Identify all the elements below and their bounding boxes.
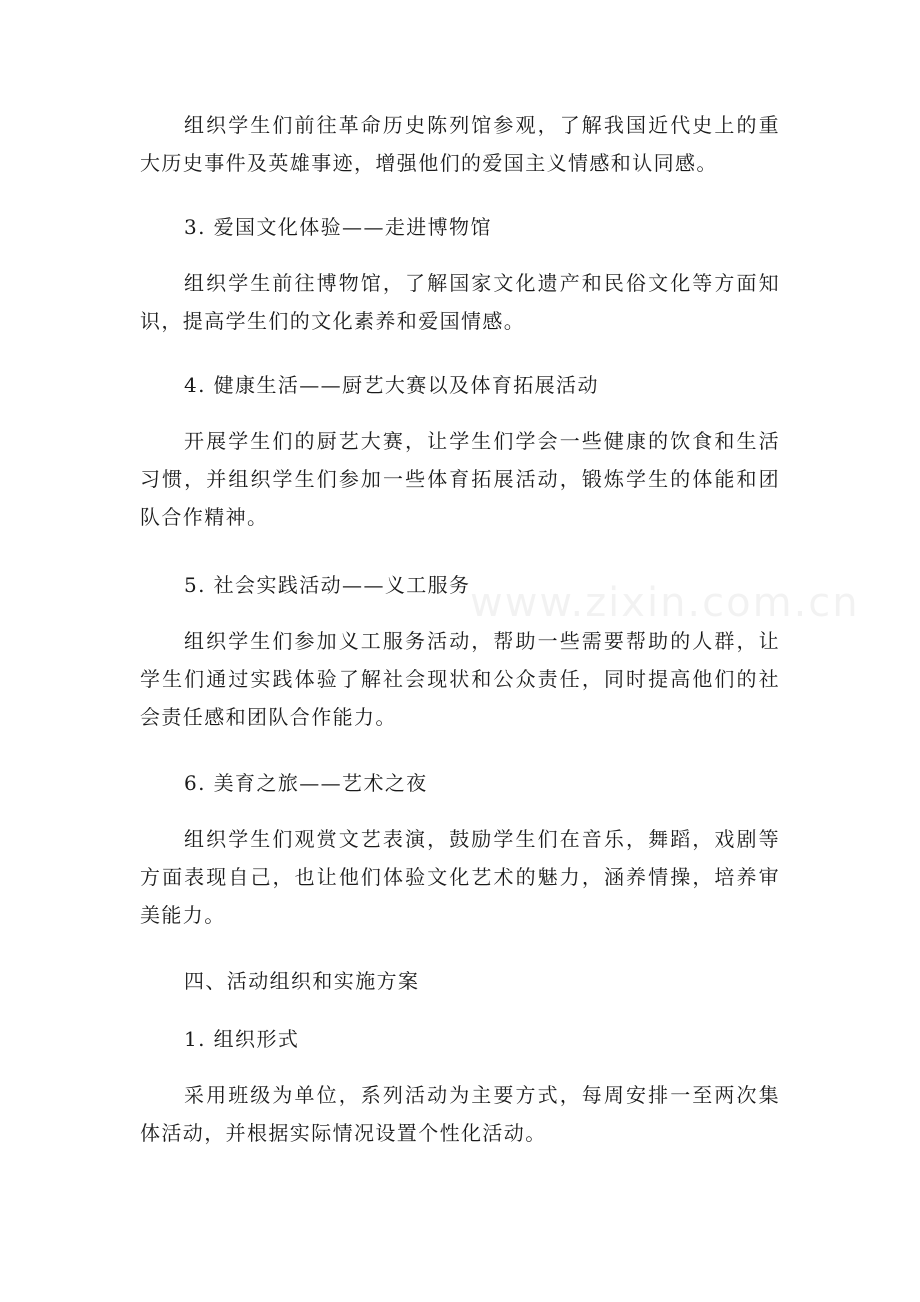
paragraph-museum-visit: 组织学生前往博物馆，了解国家文化遗产和民俗文化等方面知识，提高学生们的文化素养和爱国情感。: [140, 271, 780, 333]
paragraph-revolution-museum: 组织学生们前往革命历史陈列馆参观，了解我国近代史上的重大历史事件及英雄事迹，增强他们的爱国主义情感和认同感。: [140, 113, 780, 175]
heading-social-practice: 5. 社会实践活动——义工服务: [184, 573, 471, 597]
heading-section-four: 四、活动组织和实施方案: [184, 969, 420, 993]
heading-art-night: 6. 美育之旅——艺术之夜: [184, 771, 428, 795]
heading-organization-form: 1. 组织形式: [184, 1027, 300, 1051]
paragraph-class-activities: 采用班级为单位，系列活动为主要方式，每周安排一至两次集体活动，并根据实际情况设置个性化活动。: [140, 1083, 780, 1145]
paragraph-cooking-contest: 开展学生们的厨艺大赛，让学生们学会一些健康的饮食和生活习惯，并组织学生们参加一些体育拓展活动，锻炼学生的体能和团队合作精神。: [140, 429, 780, 529]
paragraph-volunteer-service: 组织学生们参加义工服务活动，帮助一些需要帮助的人群，让学生们通过实践体验了解社会现状和公众责任，同时提高他们的社会责任感和团队合作能力。: [140, 629, 780, 729]
heading-healthy-life: 4. 健康生活——厨艺大赛以及体育拓展活动: [184, 373, 599, 397]
watermark: www.zixin.com.cn: [470, 580, 860, 626]
heading-patriotic-culture: 3. 爱国文化体验——走进博物馆: [184, 215, 492, 239]
paragraph-art-performance: 组织学生们观赏文艺表演，鼓励学生们在音乐，舞蹈，戏剧等方面表现自己，也让他们体验文化艺术的魅力，涵养情操，培养审美能力。: [140, 827, 780, 927]
